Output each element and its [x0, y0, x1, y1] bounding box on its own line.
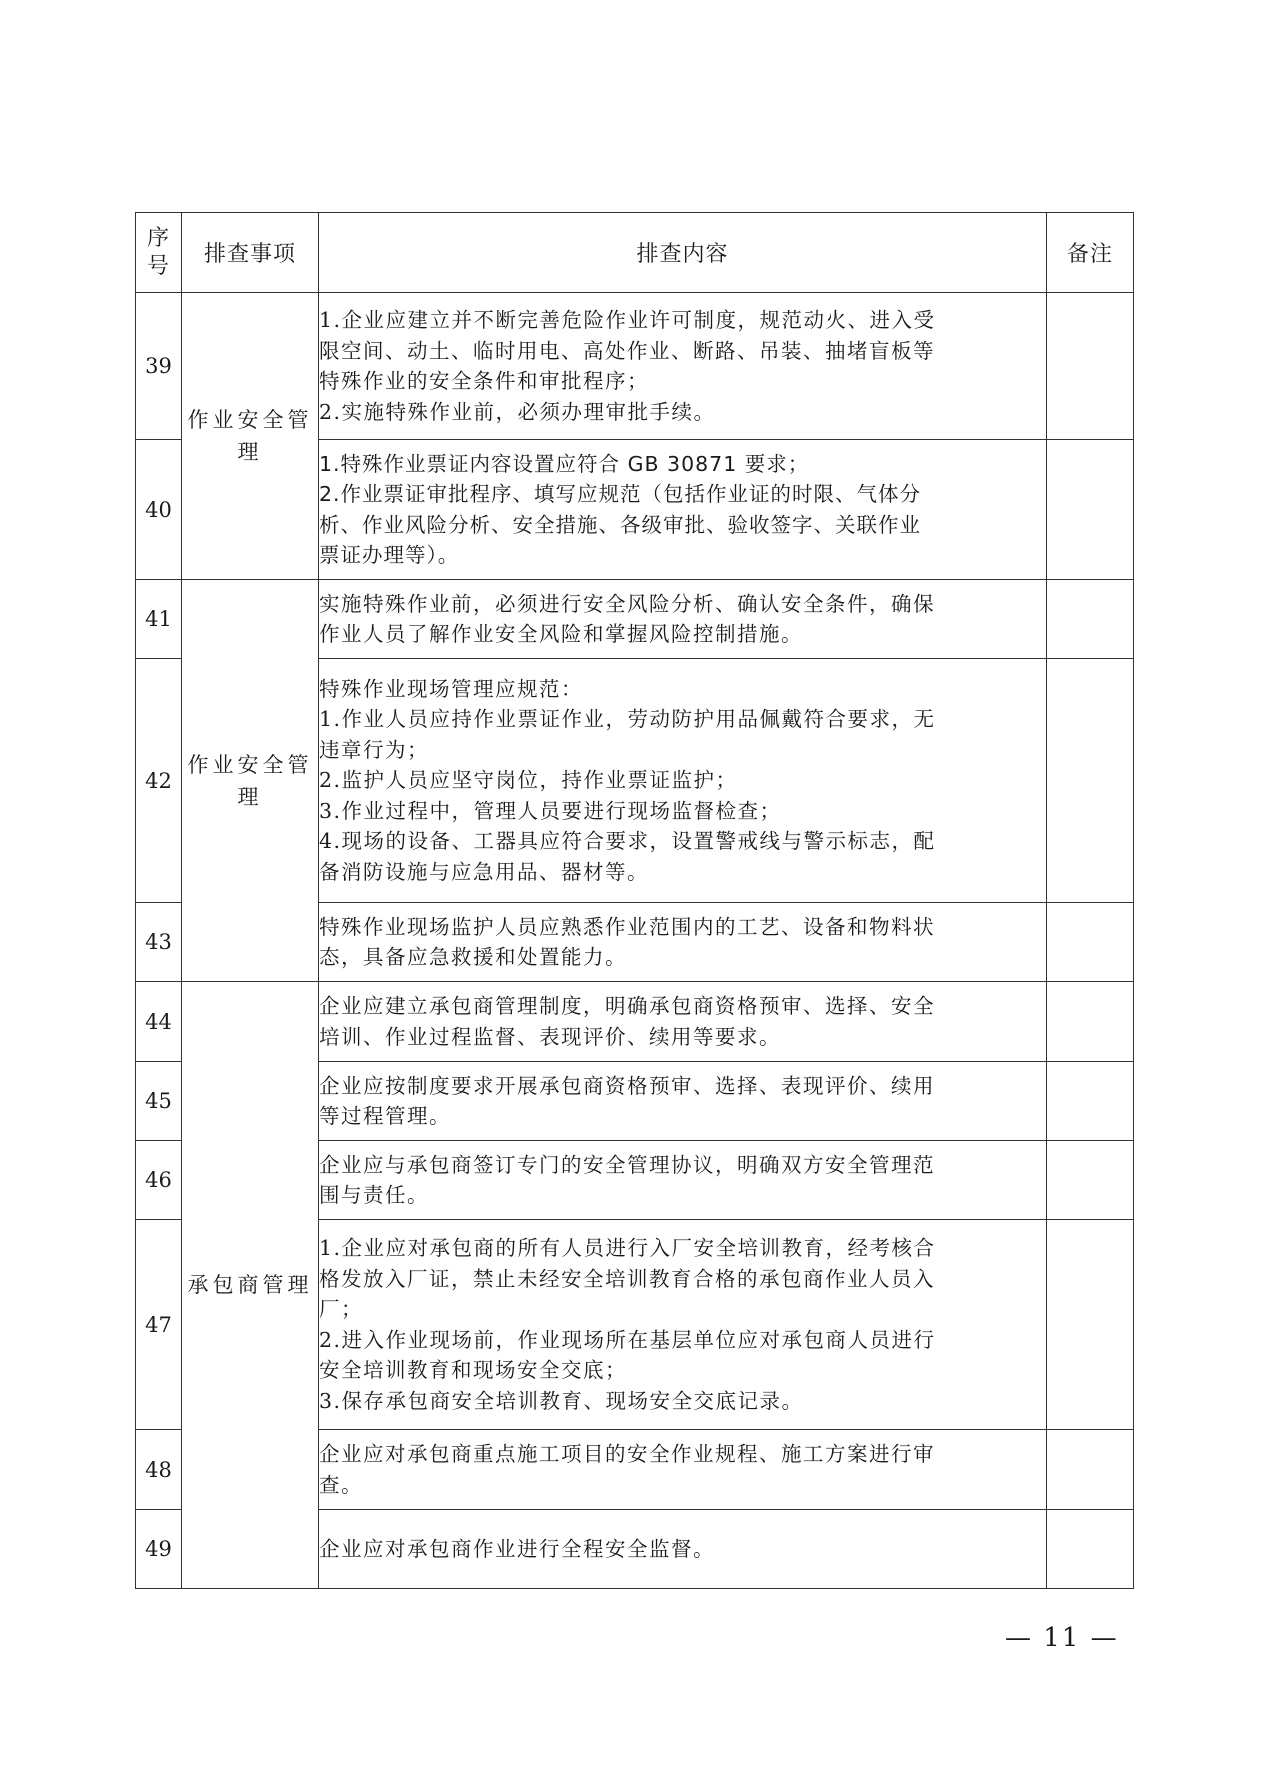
note-cell [1047, 1430, 1134, 1510]
row-content [319, 659, 1047, 903]
content-line: 2.实施特殊作业前，必须办理审批手续。 [319, 399, 716, 424]
note-cell [1047, 903, 1134, 982]
content-line: 格发放入厂证，禁止未经安全培训教育合格的承包商作业人员入 [319, 1266, 935, 1291]
content-line: 企业应与承包商签订专门的安全管理协议，明确双方安全管理范 [319, 1152, 935, 1177]
content-line: 态，具备应急救援和处置能力。 [319, 945, 627, 969]
content-line: 企业应按制度要求开展承包商资格预审、选择、表现评价、续用 [319, 1073, 935, 1098]
row-content [319, 1220, 1047, 1430]
content-line: 3.保存承包商安全培训教育、现场安全交底记录。 [319, 1388, 804, 1413]
content-line: 特殊作业现场管理应规范： [319, 676, 583, 701]
content-line: 备消防设施与应急用品、器材等。 [319, 859, 649, 884]
header-item: 排查事项 [182, 213, 319, 293]
row-number: 42 [136, 659, 182, 903]
content-line: 1.企业应对承包商的所有人员进行入厂安全培训教育，经考核合 [319, 1236, 936, 1260]
table-row [136, 580, 1134, 659]
note-cell [1047, 982, 1134, 1062]
category-cell: 作业安全管理 [182, 293, 319, 580]
note-cell [1047, 1141, 1134, 1220]
row-number: 40 [136, 440, 182, 580]
content-line: 安全培训教育和现场安全交底； [319, 1358, 627, 1382]
row-number: 44 [136, 982, 182, 1062]
table-header-row [136, 213, 1134, 293]
content-line: 限空间、动土、临时用电、高处作业、断路、吊装、抽堵盲板等 [319, 338, 935, 363]
content-line: 围与责任。 [319, 1183, 429, 1207]
row-content [319, 1430, 1047, 1510]
row-content [319, 293, 1047, 440]
note-cell [1047, 440, 1134, 580]
header-no-char1: 序 [146, 225, 170, 251]
row-content [319, 982, 1047, 1062]
content-line: 1.特殊作业票证内容设置应符合 GB 30871 要求； [319, 451, 810, 476]
note-cell [1047, 580, 1134, 659]
row-number: 43 [136, 903, 182, 982]
table-row [136, 293, 1134, 440]
row-content [319, 903, 1047, 982]
header-note: 备注 [1047, 213, 1134, 293]
page-number: — 11 — [1005, 1623, 1119, 1653]
content-line: 等过程管理。 [319, 1104, 451, 1128]
content-line: 票证办理等）。 [319, 543, 460, 567]
row-content [319, 1141, 1047, 1220]
note-cell [1047, 1510, 1134, 1589]
category-cell: 承包商管理 [182, 982, 319, 1589]
content-line: 厂； [319, 1297, 363, 1321]
content-line: 查。 [319, 1472, 363, 1497]
table-row [136, 982, 1134, 1062]
row-number: 47 [136, 1220, 182, 1430]
category-cell: 作业安全管理 [182, 580, 319, 982]
row-number: 49 [136, 1510, 182, 1589]
row-content [319, 1510, 1047, 1589]
content-line: 4.现场的设备、工器具应符合要求，设置警戒线与警示标志，配 [319, 829, 936, 854]
note-cell [1047, 1062, 1134, 1141]
content-line: 企业应对承包商作业进行全程安全监督。 [319, 1536, 715, 1561]
content-line: 违章行为； [319, 737, 429, 762]
content-line: 特殊作业现场监护人员应熟悉作业范围内的工艺、设备和物料状 [319, 914, 935, 939]
header-no-char2: 号 [146, 253, 170, 279]
content-line: 企业应对承包商重点施工项目的安全作业规程、施工方案进行审 [319, 1442, 935, 1466]
content-line: 析、作业风险分析、安全措施、各级审批、验收签字、关联作业 [319, 512, 921, 537]
content-line: 企业应建立承包商管理制度，明确承包商资格预审、选择、安全 [319, 994, 935, 1018]
header-no [136, 213, 182, 293]
content-line: 3.作业过程中，管理人员要进行现场监督检查； [319, 798, 782, 823]
row-number: 46 [136, 1141, 182, 1220]
note-cell [1047, 1220, 1134, 1430]
row-number: 41 [136, 580, 182, 659]
content-line: 2.监护人员应坚守岗位，持作业票证监护； [319, 768, 738, 793]
row-number: 45 [136, 1062, 182, 1141]
content-line: 培训、作业过程监督、表现评价、续用等要求。 [319, 1024, 781, 1049]
row-content [319, 440, 1047, 580]
content-line: 2.作业票证审批程序、填写应规范（包括作业证的时限、气体分 [319, 482, 922, 506]
content-line: 作业人员了解作业安全风险和掌握风险控制措施。 [319, 622, 803, 646]
content-line: 1.企业应建立并不断完善危险作业许可制度，规范动火、进入受 [319, 308, 936, 332]
note-cell [1047, 659, 1134, 903]
row-content [319, 580, 1047, 659]
content-line: 特殊作业的安全条件和审批程序； [319, 369, 649, 393]
content-line: 实施特殊作业前，必须进行安全风险分析、确认安全条件，确保 [319, 591, 935, 616]
note-cell [1047, 293, 1134, 440]
row-content [319, 1062, 1047, 1141]
content-line: 2.进入作业现场前，作业现场所在基层单位应对承包商人员进行 [319, 1327, 936, 1352]
row-number: 39 [136, 293, 182, 440]
content-line: 1.作业人员应持作业票证作业，劳动防护用品佩戴符合要求，无 [319, 707, 936, 732]
checklist-table [135, 212, 1134, 1589]
header-content: 排查内容 [319, 213, 1047, 293]
row-number: 48 [136, 1430, 182, 1510]
